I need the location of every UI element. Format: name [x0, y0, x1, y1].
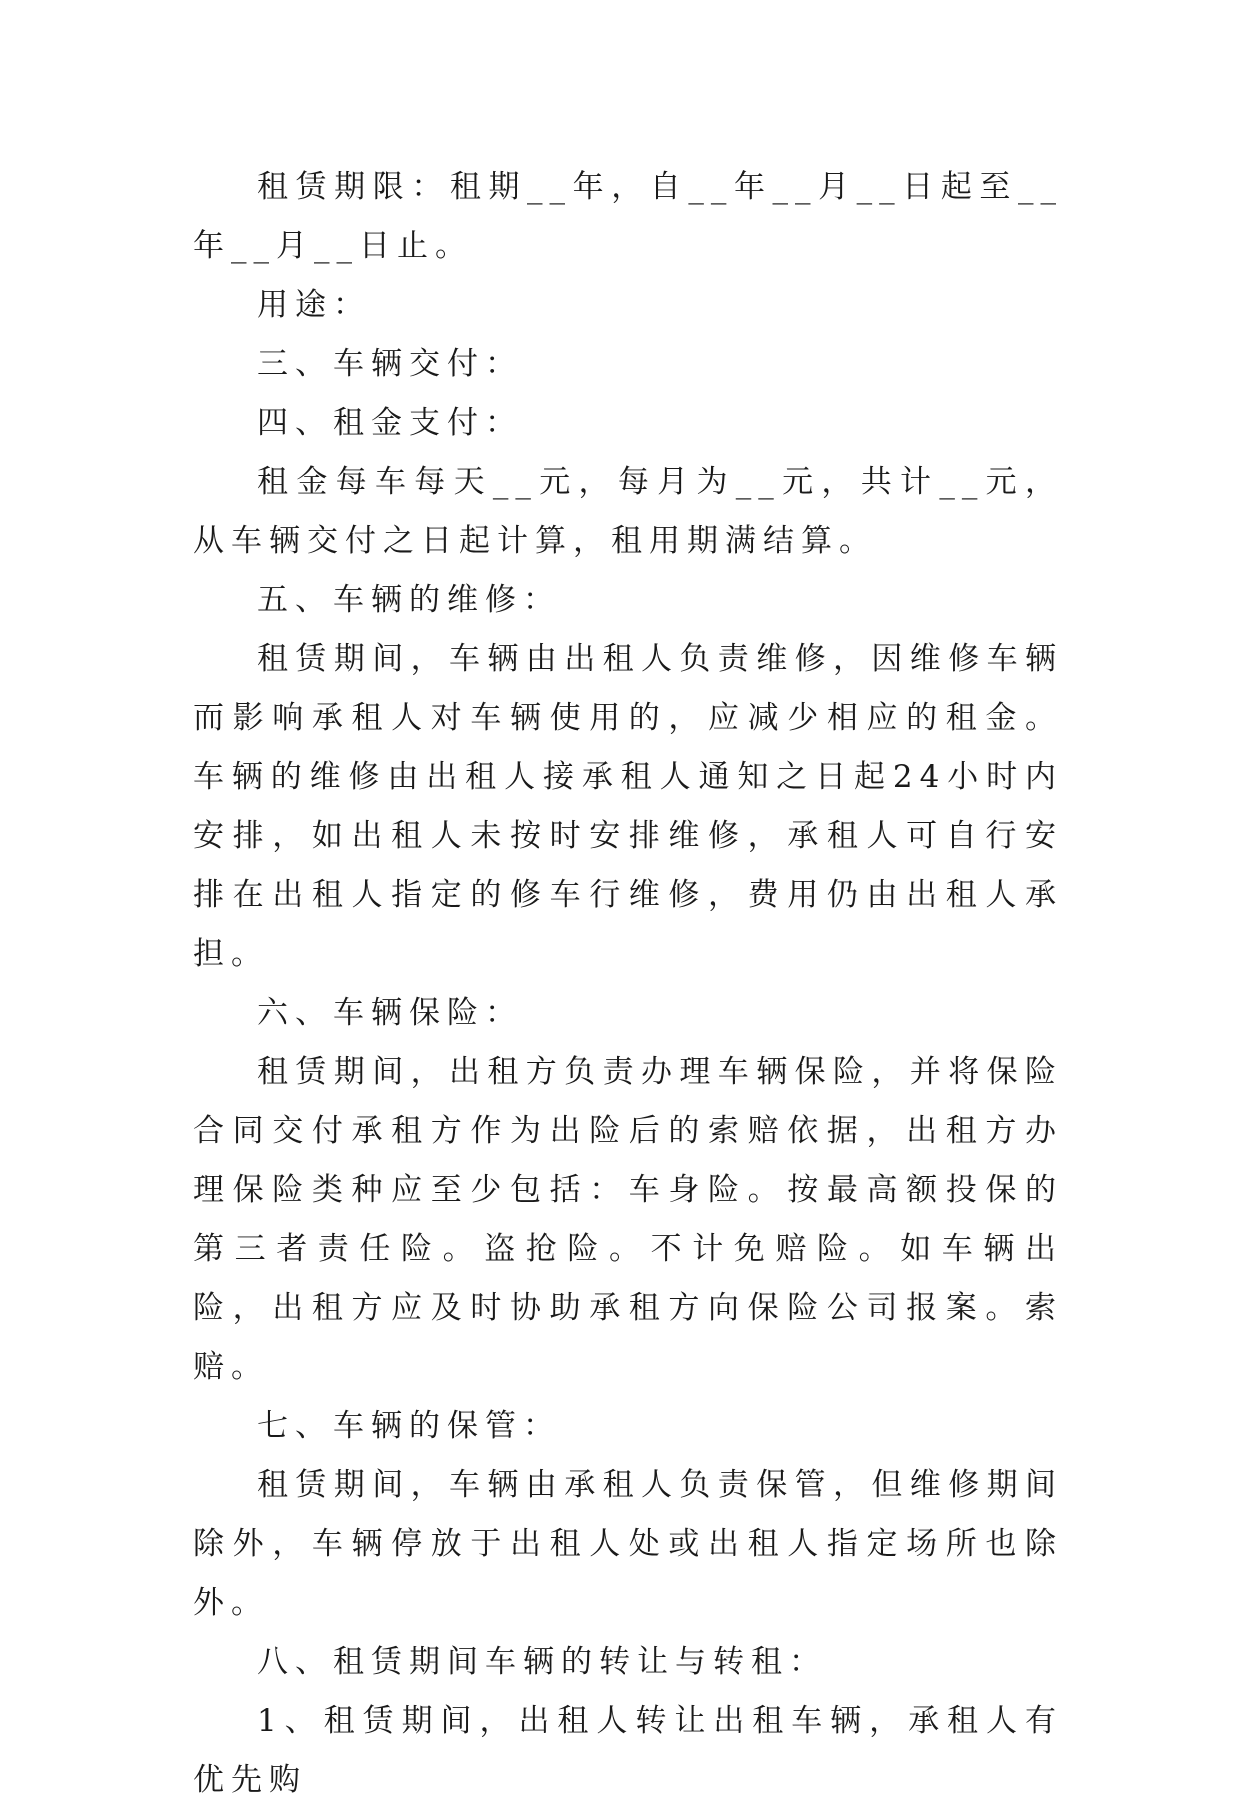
- heading-vehicle-delivery: 三、车辆交付：: [257, 346, 523, 382]
- paragraph-purpose: 用途：: [257, 287, 371, 323]
- document-body: [193, 158, 1063, 1810]
- paragraph-transfer-clause-1: 1、租赁期间，出租人转让出租车辆，承租人有优先购: [193, 1703, 1063, 1798]
- heading-transfer-sublease: 八、租赁期间车辆的转让与转租：: [257, 1644, 827, 1680]
- heading-rent-payment: 四、租金支付：: [257, 405, 523, 441]
- heading-vehicle-insurance: 六、车辆保险：: [257, 995, 523, 1031]
- paragraph-vehicle-maintenance: 租赁期间，车辆由出租人负责维修，因维修车辆而影响承租人对车辆使用的，应减少相应的租金。车辆的维修由出租人接承租人通知之日起24小时内安排，如出租人未按时安排维修，承租人可自行安排在出租人指定的修车行维修，费用仍由出租人承担。: [193, 641, 1063, 972]
- heading-vehicle-custody: 七、车辆的保管：: [257, 1408, 561, 1444]
- paragraph-lease-term: 租赁期限：租期__年，自__年__月__日起至__年__月__日止。: [193, 169, 1063, 264]
- paragraph-rent-payment: 租金每车每天__元，每月为__元，共计__元，从车辆交付之日起计算，租用期满结算。: [193, 464, 1063, 559]
- paragraph-vehicle-custody: 租赁期间，车辆由承租人负责保管，但维修期间除外，车辆停放于出租人处或出租人指定场所也除外。: [193, 1467, 1063, 1621]
- heading-vehicle-maintenance: 五、车辆的维修：: [257, 582, 561, 618]
- paragraph-vehicle-insurance: 租赁期间，出租方负责办理车辆保险，并将保险合同交付承租方作为出险后的索赔依据，出租方办理保险类种应至少包括：车身险。按最高额投保的第三者责任险。盗抢险。不计免赔险。如车辆出险，出租方应及时协助承租方向保险公司报案。索赔。: [193, 1054, 1063, 1385]
